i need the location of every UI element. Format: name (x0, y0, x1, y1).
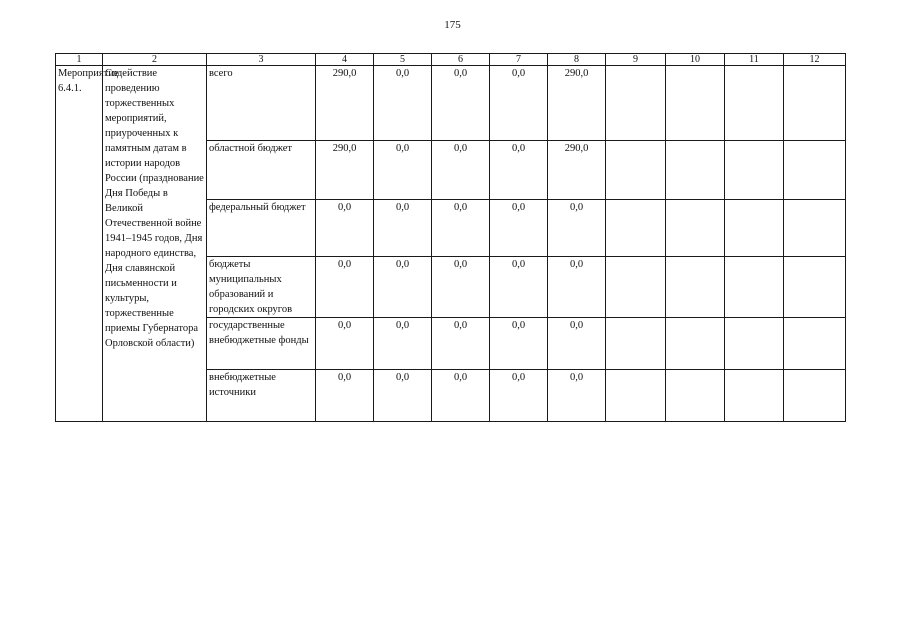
funding-source: внебюджетные источники (207, 370, 316, 422)
value-cell (784, 141, 846, 200)
value-cell (606, 66, 666, 141)
header-row (56, 54, 846, 66)
activity-name: Содействие проведению торжественных мероприятий, приуроченных к памятным датам в истории народов России (празднование Дня Победы в Великой Отечественной войне 1941–1945 годов, Дня народного единства, Дня славянской письменности и культуры, торжественные приемы Губернатора Орловской области) (103, 66, 207, 422)
value-cell (666, 141, 725, 200)
value-cell (784, 66, 846, 141)
value-cell: 0,0 (490, 66, 548, 141)
budget-table (55, 53, 846, 422)
value-cell: 0,0 (490, 141, 548, 200)
value-cell: 0,0 (432, 370, 490, 422)
value-cell (666, 318, 725, 370)
funding-source: федеральный бюджет (207, 200, 316, 257)
value-cell: 0,0 (316, 257, 374, 318)
value-cell: 0,0 (490, 200, 548, 257)
value-cell (606, 318, 666, 370)
value-cell (606, 200, 666, 257)
activity-code: Мероприятие 6.4.1. (56, 66, 103, 422)
value-cell: 0,0 (432, 66, 490, 141)
column-header: 9 (606, 54, 666, 66)
column-header: 3 (207, 54, 316, 66)
funding-source: областной бюджет (207, 141, 316, 200)
value-cell (784, 200, 846, 257)
column-header: 12 (784, 54, 846, 66)
value-cell (606, 141, 666, 200)
funding-source: бюджеты муниципальных образований и городских округов (207, 257, 316, 318)
value-cell (784, 318, 846, 370)
value-cell: 290,0 (316, 66, 374, 141)
value-cell (725, 200, 784, 257)
value-cell (725, 257, 784, 318)
value-cell: 0,0 (316, 318, 374, 370)
value-cell: 0,0 (374, 257, 432, 318)
value-cell: 290,0 (548, 66, 606, 141)
column-header: 4 (316, 54, 374, 66)
value-cell (784, 257, 846, 318)
value-cell (606, 257, 666, 318)
value-cell (725, 318, 784, 370)
value-cell (666, 200, 725, 257)
value-cell: 0,0 (374, 200, 432, 257)
value-cell (725, 66, 784, 141)
value-cell: 0,0 (548, 370, 606, 422)
value-cell: 0,0 (316, 200, 374, 257)
value-cell: 0,0 (548, 257, 606, 318)
value-cell: 0,0 (374, 370, 432, 422)
column-header: 7 (490, 54, 548, 66)
value-cell (666, 66, 725, 141)
value-cell: 0,0 (374, 66, 432, 141)
value-cell: 0,0 (490, 318, 548, 370)
value-cell (784, 370, 846, 422)
value-cell: 0,0 (490, 257, 548, 318)
table-row (56, 66, 846, 141)
funding-source: государственные внебюджетные фонды (207, 318, 316, 370)
value-cell: 290,0 (316, 141, 374, 200)
value-cell (606, 370, 666, 422)
column-header: 10 (666, 54, 725, 66)
value-cell: 0,0 (548, 200, 606, 257)
value-cell: 0,0 (432, 257, 490, 318)
column-header: 6 (432, 54, 490, 66)
column-header: 8 (548, 54, 606, 66)
value-cell: 0,0 (432, 318, 490, 370)
value-cell: 0,0 (490, 370, 548, 422)
column-header: 5 (374, 54, 432, 66)
value-cell: 0,0 (432, 200, 490, 257)
value-cell (666, 370, 725, 422)
page-number: 175 (444, 19, 461, 31)
value-cell (666, 257, 725, 318)
value-cell (725, 370, 784, 422)
value-cell: 0,0 (432, 141, 490, 200)
column-header: 2 (103, 54, 207, 66)
column-header: 11 (725, 54, 784, 66)
value-cell: 0,0 (548, 318, 606, 370)
column-header: 1 (56, 54, 103, 66)
value-cell: 290,0 (548, 141, 606, 200)
funding-source: всего (207, 66, 316, 141)
value-cell: 0,0 (374, 318, 432, 370)
value-cell (725, 141, 784, 200)
value-cell: 0,0 (316, 370, 374, 422)
value-cell: 0,0 (374, 141, 432, 200)
